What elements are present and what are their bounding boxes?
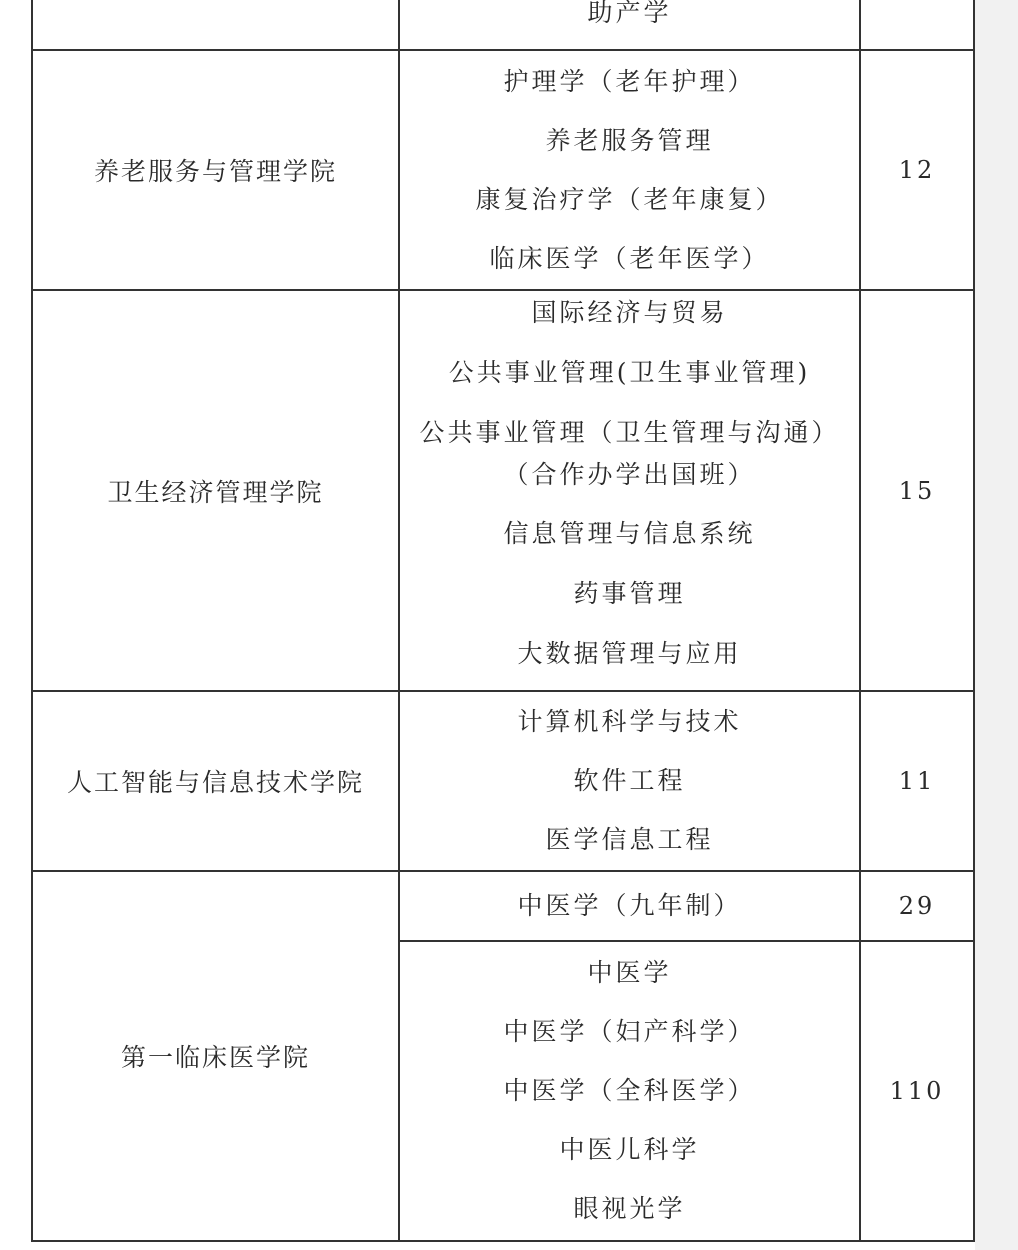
major-name: 药事管理 bbox=[573, 579, 686, 608]
enrollment-count: 11 bbox=[898, 767, 936, 795]
major-name: 中医学（九年制） bbox=[517, 891, 742, 920]
enrollment-count: 110 bbox=[889, 1077, 945, 1105]
major-name: 公共事业管理（卫生管理与沟通） bbox=[419, 418, 840, 447]
college-name: 第一临床医学院 bbox=[120, 1043, 310, 1072]
major-name: 养老服务管理 bbox=[545, 125, 714, 155]
table-border-right bbox=[973, 0, 975, 1242]
major-name: 软件工程 bbox=[573, 766, 686, 795]
major-name: 中医儿科学 bbox=[559, 1135, 700, 1164]
major-name: 医学信息工程 bbox=[545, 825, 714, 854]
major-name: 康复治疗学（老年康复） bbox=[475, 184, 784, 214]
major-name: 中医学 bbox=[587, 958, 672, 987]
major-name: 公共事业管理(卫生事业管理) bbox=[448, 358, 811, 387]
major-name: 中医学（全科医学） bbox=[503, 1076, 756, 1105]
major-name: 信息管理与信息系统 bbox=[503, 519, 756, 548]
major-name: 护理学（老年护理） bbox=[503, 66, 756, 96]
major-name: 助产学 bbox=[587, 0, 672, 27]
major-list bbox=[400, 51, 859, 289]
major-list bbox=[400, 942, 859, 1240]
major-name: 国际经济与贸易 bbox=[531, 298, 728, 327]
table-row bbox=[400, 0, 859, 28]
enrollment-count: 15 bbox=[898, 476, 936, 505]
major-list bbox=[400, 872, 859, 940]
college-name: 人工智能与信息技术学院 bbox=[66, 768, 364, 797]
major-name: （合作办学出国班） bbox=[503, 460, 756, 489]
major-list bbox=[400, 692, 859, 870]
major-name: 临床医学（老年医学） bbox=[489, 243, 770, 273]
table-border-bottom bbox=[31, 1240, 975, 1242]
enrollment-count: 12 bbox=[898, 156, 936, 184]
major-name: 大数据管理与应用 bbox=[517, 639, 742, 668]
page-margin bbox=[975, 0, 1018, 1250]
college-name: 卫生经济管理学院 bbox=[107, 477, 324, 507]
college-name: 养老服务与管理学院 bbox=[93, 157, 337, 186]
major-name: 计算机科学与技术 bbox=[517, 707, 742, 736]
enrollment-count: 29 bbox=[898, 892, 936, 920]
major-name: 中医学（妇产科学） bbox=[503, 1017, 756, 1046]
major-name: 眼视光学 bbox=[573, 1194, 686, 1223]
